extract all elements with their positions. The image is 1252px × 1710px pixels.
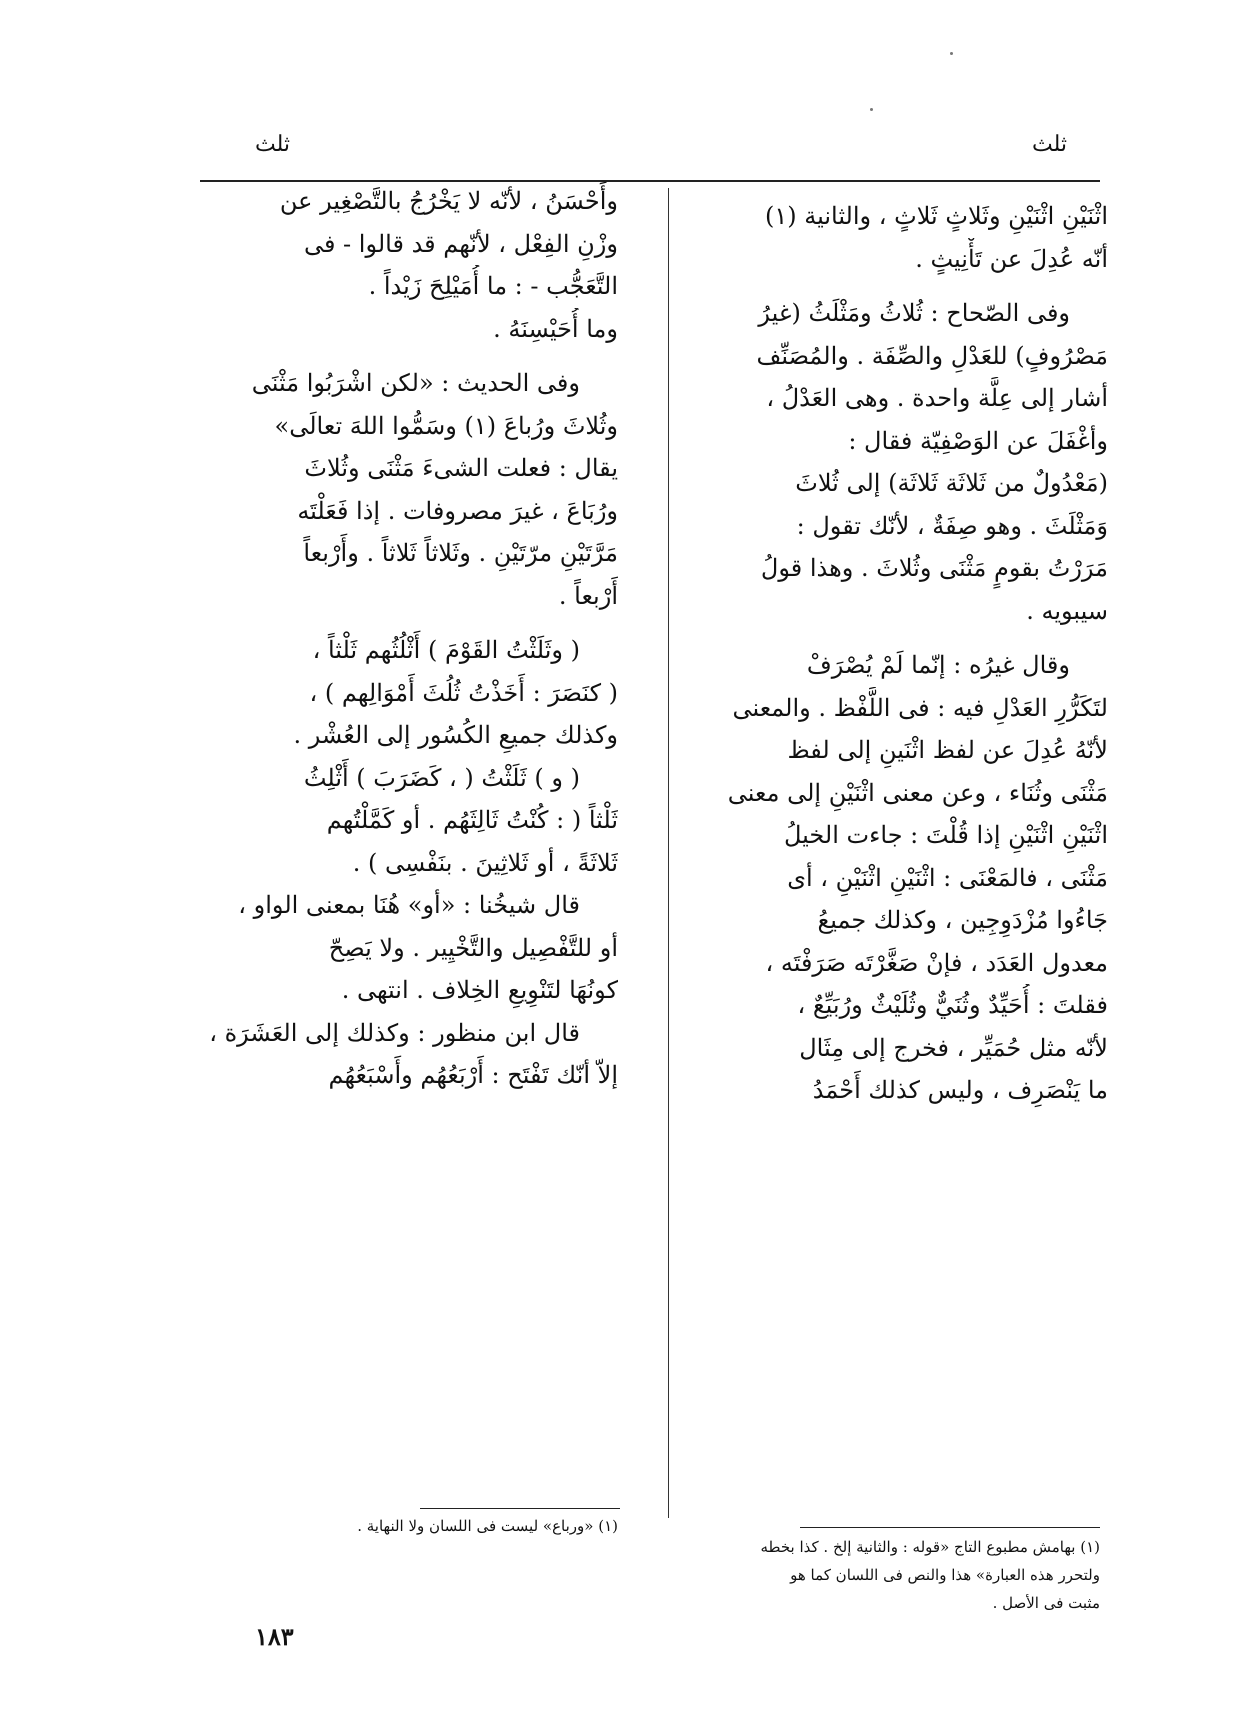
text-line: معدول العَدَد ، فإنْ صَغَّرْتَه صَرَفْتَه ،	[765, 948, 1108, 977]
text-line: أنّه عُدِلَ عن تَأْنِيثٍ .	[915, 244, 1108, 273]
right-column	[700, 195, 1108, 1112]
paragraph-start: ( و ) ثَلَثْتُ ( ، كَضَرَبَ ) أَثْلِثُ	[303, 763, 580, 792]
text-line: ( كنَصَرَ : أَخَذْتُ ثُلُثَ أَمْوَالِهم ) ،	[309, 678, 618, 707]
text-line: التَّعَجُّب - : ما أُمَيْلِحَ زَيْداً .	[368, 272, 618, 300]
text-line: ما يَنْصَرِف ، وليس كذلك أَحْمَدُ	[812, 1076, 1108, 1104]
left-column	[200, 180, 618, 1097]
footnote-rule-left	[420, 1508, 620, 1509]
text-line: وثُلاثَ ورُباعَ (١) وسَمُّوا اللهَ تعالَى»	[274, 411, 618, 440]
text-line: (مَعْدُولٌ من ثَلاثَة ثَلاثَة) إلى ثُلاثَ	[795, 469, 1108, 497]
column-divider	[668, 188, 669, 1518]
text-line: أشار إلى عِلَّة واحدة . وهى العَدْلُ ،	[766, 384, 1108, 412]
text-line: يقال : فعلت الشىءَ مَثْنَى وثُلاثَ	[304, 454, 618, 482]
text-line: كونُهَا لتَنْوِيعِ الخِلاف . انتهى .	[341, 976, 618, 1004]
text-line: مَصْرُوفٍ) للعَدْلِ والصِّفَة . والمُصَنِّف	[756, 341, 1108, 370]
text-line: وأَحْسَنُ ، لأنّه لا يَخْرُجُ بالتَّصْغِير عن	[279, 187, 618, 215]
text-line: ثَلْثاً ( : كُنْتُ ثَالِثَهُم . أو كَمَّلْتُهم	[326, 806, 618, 834]
paragraph-start: وقال غيرُه : إنّما لَمْ يُصْرَفْ	[806, 651, 1070, 679]
text-line: أو للتَّفْصِيل والتَّخْيِير . ولا يَصِحّ	[328, 933, 618, 962]
text-line: وأغْفَلَ عن الوَصْفِيّة فقال :	[848, 426, 1108, 455]
text-line: جَاءُوا مُزْدَوِجِين ، وكذلك جميعُ	[817, 906, 1108, 934]
paragraph-start: ( وثَلَثْتُ القَوْمَ ) أَثْلُثُهم ثَلْثاً ،	[312, 636, 580, 664]
scan-speck	[950, 52, 953, 55]
paragraph-start: قال ابن منظور : وكذلك إلى العَشَرَة ،	[209, 1018, 580, 1047]
text-line: اثْنَيْنِ اثْنَيْنِ إذا قُلْتَ : جاءت الخيلُ	[784, 821, 1108, 849]
paragraph-start: وفى الصّحاح : ثُلاثُ ومَثْلَثُ (غيرُ	[758, 299, 1070, 327]
text-line: مَرَرْتُ بقومٍ مَثْنَى وثُلاثَ . وهذا قولُ	[760, 554, 1108, 582]
text-line: وكذلك جميعِ الكُسُور إلى العُشْر .	[293, 721, 618, 749]
text-line: اثْنَيْنِ اثْنَيْنِ وثَلاثٍ ثَلاثٍ ، والثانية (١)	[764, 202, 1108, 230]
page-number: ١٨٣	[255, 1622, 294, 1651]
footnote-line: ولتحرر هذه العبارة» هذا والنص فى اللسان كما هو	[790, 1566, 1100, 1584]
text-line: ورُبَاعَ ، غيرَ مصروفات . إذا فَعَلْتَه	[297, 496, 618, 525]
header-left-word: ثلث	[255, 132, 291, 157]
footnote-line: (١) بهامش مطبوع التاج «قوله : والثانية إلخ . كذا بخطه	[760, 1538, 1100, 1556]
text-line: ثَلاثَةً ، أو ثَلاثِينَ . بنَفْسِى ) .	[352, 848, 618, 877]
text-line: مَرَّتَيْنِ مرّتَيْنِ . وثَلاثاً ثَلاثاً . وأَرْبعاً	[303, 539, 618, 567]
footnote-line: (١) «ورباع» ليست فى اللسان ولا النهاية .	[357, 1517, 618, 1535]
paragraph-start: قال شيخُنا : «أو» هُنَا بمعنى الواو ،	[238, 891, 580, 919]
paragraph-start: وفى الحديث : «لكن اشْرَبُوا مَثْنَى	[251, 369, 580, 397]
text-line: سيبويه .	[1026, 596, 1108, 625]
footnote-rule-right	[800, 1527, 1100, 1528]
text-line: لأنّه مثل حُمَيِّر ، فخرج إلى مِثَال	[799, 1033, 1108, 1062]
header-right-word: ثلث	[1031, 132, 1067, 157]
text-line: مَثْنَى وثُنَاء ، وعن معنى اثْنَيْنِ إلى معنى	[727, 778, 1108, 807]
text-line: مَثْنَى ، فالمَعْنَى : اثْنَيْنِ اثْنَيْنِ ، أى	[787, 863, 1108, 892]
scan-speck	[870, 108, 873, 111]
footnote-right	[700, 1533, 1100, 1617]
text-line: وما أُحَيْسِنَهُ .	[493, 314, 618, 343]
text-line: أَرْبعاً .	[558, 581, 618, 610]
text-line: فقلتَ : أُحَيِّدٌ وثُنَيٌّ وثُلَيْثٌ ورُبَيِّعٌ ،	[797, 991, 1108, 1019]
text-line: وَمَثْلَثَ . وهو صِفَةٌ ، لأنّك تقول :	[796, 511, 1108, 540]
text-line: إلاّ أنّك تَفْتَح : أَرْبَعُهُم وأَسْبَعُهُم	[328, 1061, 618, 1089]
text-line: لأنّهُ عُدِلَ عن لفظ اثْنَينِ إلى لفظ	[787, 736, 1108, 764]
text-line: وزْنِ الفِعْل ، لأنّهم قد قالوا - فى	[303, 229, 618, 258]
footnote-left	[200, 1512, 618, 1540]
text-line: لتَكَرُّرِ العَدْلِ فيه : فى اللَّفْظ . والمعنى	[732, 693, 1108, 722]
footnote-line: مثبت فى الأصل .	[992, 1594, 1100, 1612]
